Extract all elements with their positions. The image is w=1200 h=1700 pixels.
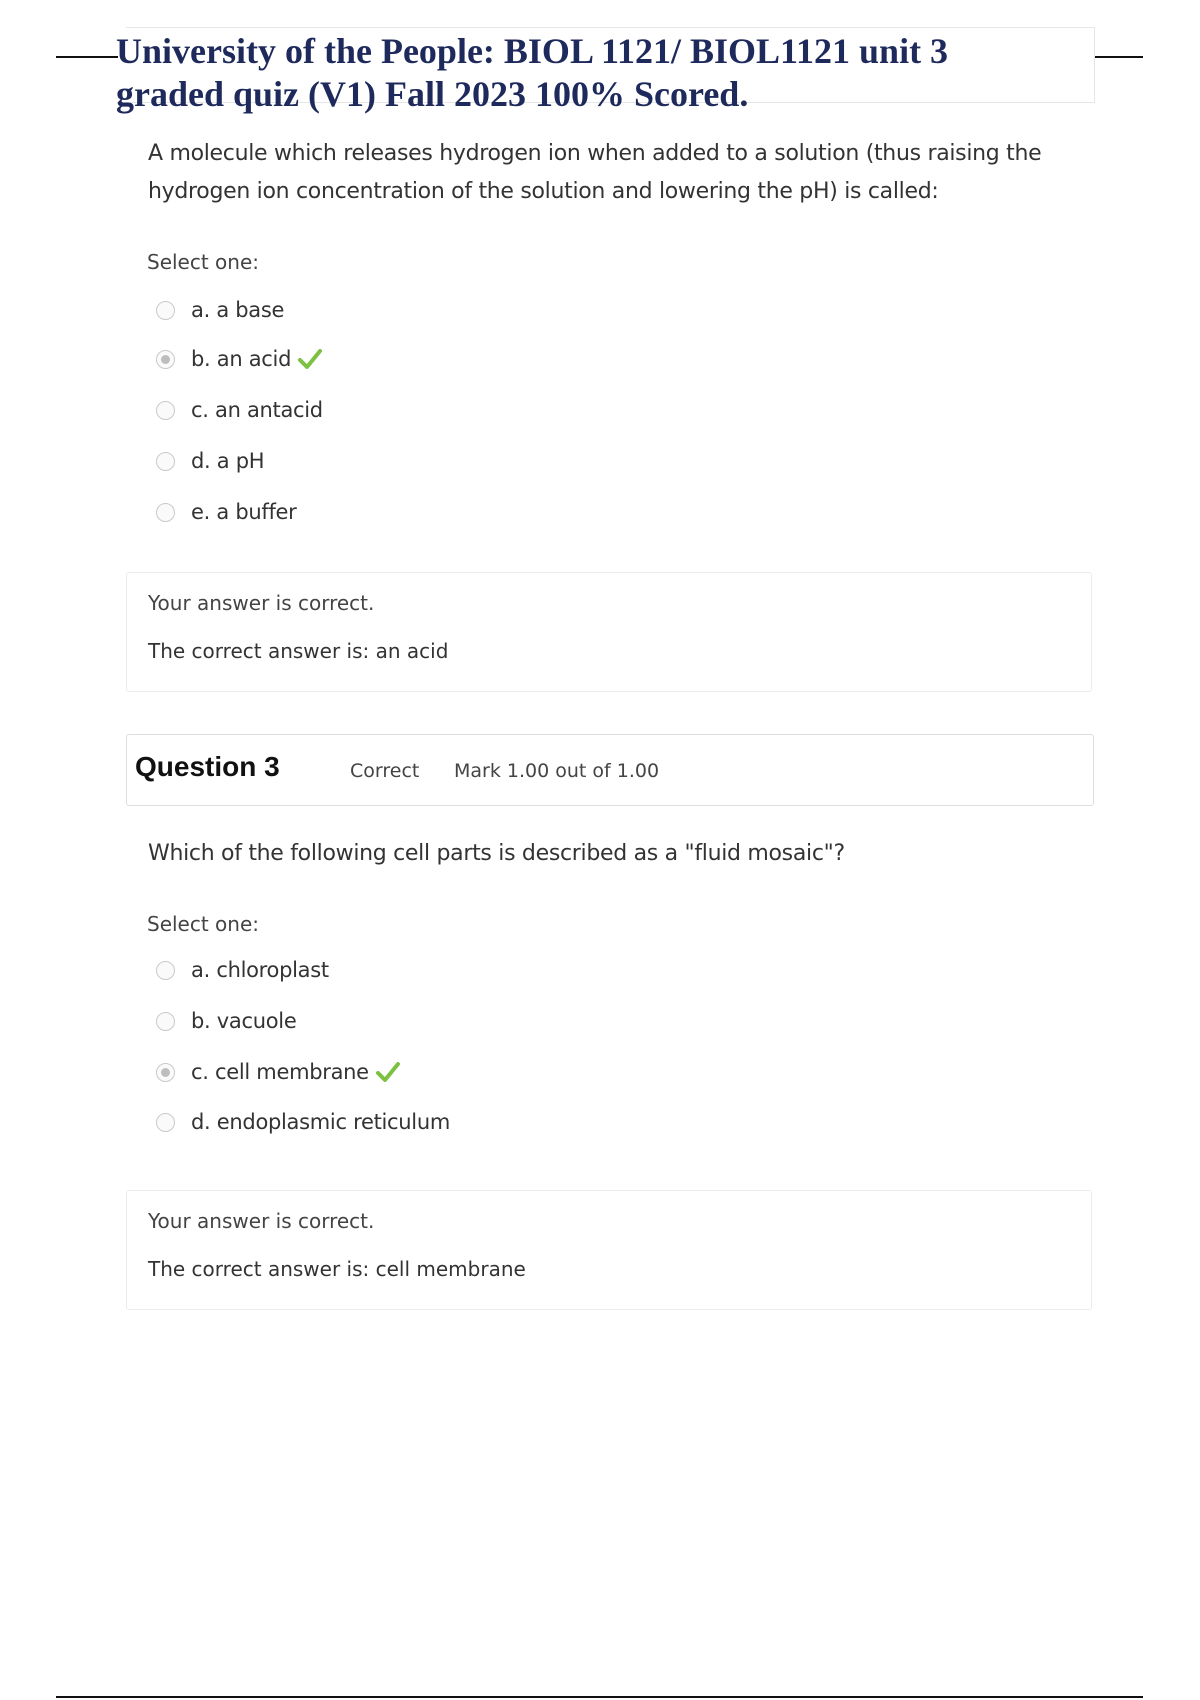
- option-label: b. vacuole: [191, 1009, 297, 1033]
- option-label: c. cell membrane: [191, 1060, 369, 1084]
- feedback-correct-answer: The correct answer is: cell membrane: [148, 1257, 526, 1281]
- option-label: c. an antacid: [191, 398, 323, 422]
- radio-button-selected[interactable]: [156, 350, 175, 369]
- radio-button[interactable]: [156, 452, 175, 471]
- option-d-ph[interactable]: [156, 446, 264, 476]
- bottom-rule: [56, 1696, 1143, 1698]
- feedback-box: [126, 572, 1092, 692]
- question-state: Correct: [350, 760, 420, 782]
- question-mark: Mark 1.00 out of 1.00: [454, 760, 660, 782]
- radio-button-selected[interactable]: [156, 1063, 175, 1082]
- option-c-antacid[interactable]: [156, 395, 323, 425]
- radio-button[interactable]: [156, 1113, 175, 1132]
- check-icon: [375, 1061, 401, 1083]
- option-label: a. chloroplast: [191, 958, 329, 982]
- option-label: d. endoplasmic reticulum: [191, 1110, 450, 1134]
- question-header: [126, 734, 1094, 806]
- question-text: A molecule which releases hydrogen ion when added to a solution (thus raising the hydrogen ion concentration of the solution and lowering the pH) is called:: [148, 141, 1042, 204]
- radio-button[interactable]: [156, 961, 175, 980]
- feedback-status: Your answer is correct.: [148, 591, 375, 615]
- option-e-buffer[interactable]: [156, 497, 297, 527]
- question-number: Question 3: [135, 751, 280, 782]
- select-one-label: Select one:: [147, 912, 260, 936]
- top-rule-left: [56, 56, 118, 58]
- feedback-correct-answer: The correct answer is: an acid: [148, 639, 449, 663]
- option-a-chloroplast[interactable]: [156, 955, 329, 985]
- option-label: a. a base: [191, 298, 285, 322]
- check-icon: [297, 348, 323, 370]
- option-b-vacuole[interactable]: [156, 1006, 296, 1036]
- option-label: d. a pH: [191, 449, 265, 473]
- option-a-base[interactable]: [156, 295, 284, 325]
- radio-button[interactable]: [156, 1012, 175, 1031]
- feedback-box: [126, 1190, 1092, 1310]
- option-label: b. an acid: [191, 347, 292, 371]
- option-c-cell-membrane[interactable]: [156, 1057, 401, 1087]
- feedback-status: Your answer is correct.: [148, 1209, 375, 1233]
- select-one-label: Select one:: [147, 250, 260, 274]
- option-b-acid[interactable]: [156, 344, 323, 374]
- option-d-endoplasmic-reticulum[interactable]: [156, 1107, 450, 1137]
- radio-button[interactable]: [156, 503, 175, 522]
- radio-button[interactable]: [156, 301, 175, 320]
- radio-button[interactable]: [156, 401, 175, 420]
- document-title: University of the People: BIOL 1121/ BIOL1121 unit 3 graded quiz (V1) Fall 2023 100% Scored.: [116, 31, 949, 114]
- question-text: Which of the following cell parts is described as a "fluid mosaic"?: [148, 841, 845, 866]
- option-label: e. a buffer: [191, 500, 297, 524]
